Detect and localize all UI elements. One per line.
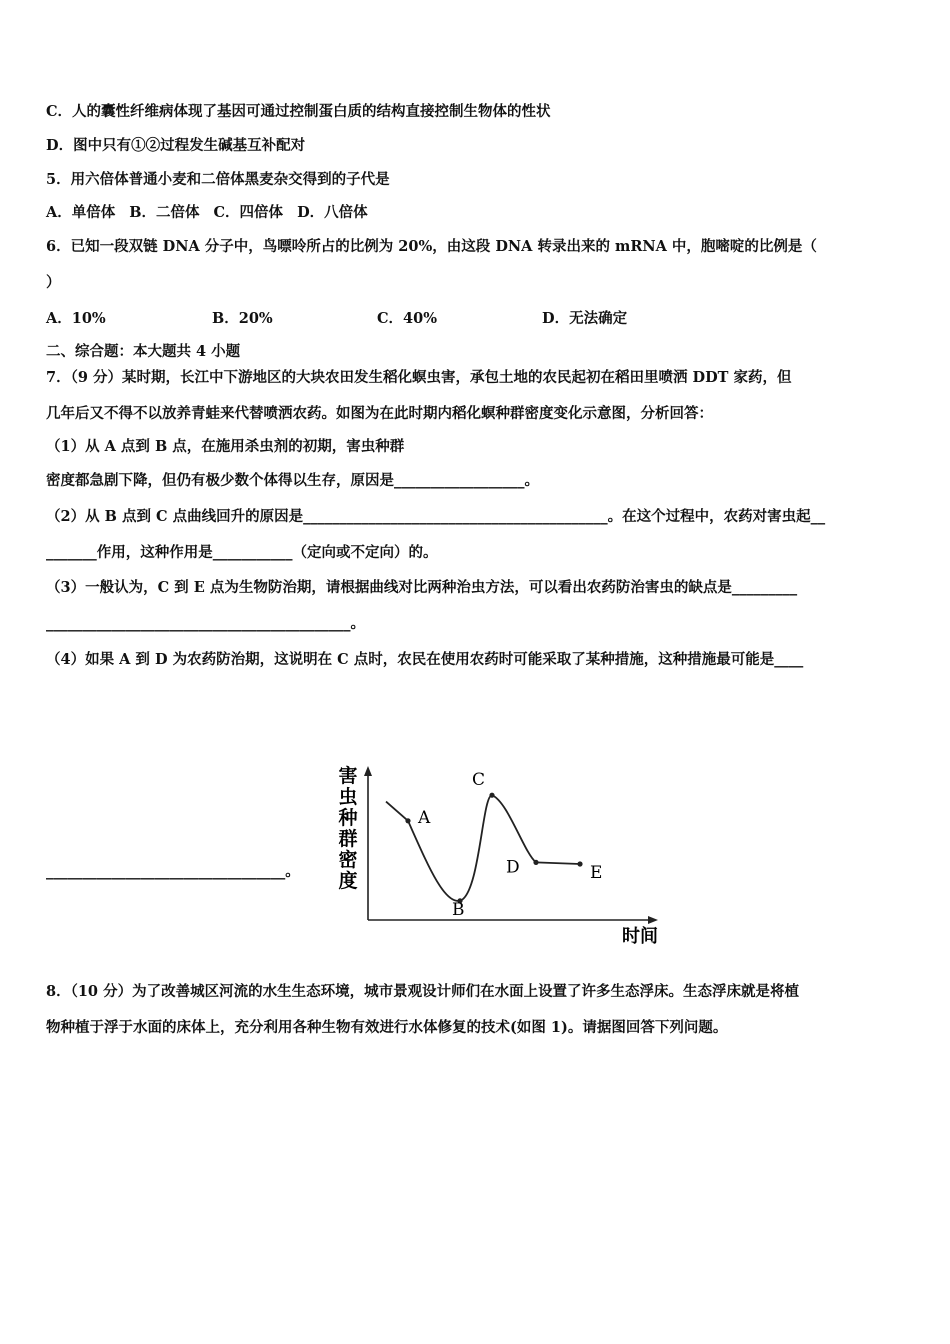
point-b-label: B [452, 899, 465, 920]
q7-part3-a: （3）一般认为，C 到 E 点为生物防治期，请根据曲线对比两种治虫方法，可以看出农药防治害虫的缺点是_________ [46, 579, 798, 596]
y-axis-arrow [364, 766, 372, 776]
point-e-marker [577, 861, 582, 866]
q7-part1-b: 密度都急剧下降，但仍有极少数个体得以生存，原因是__________________。 [46, 472, 539, 489]
q7-intro-1: 7．（9 分）某时期，长江中下游地区的大块农田发生稻化螟虫害，承包土地的农民起初在稻田里喷洒 DDT 家药，但 [46, 369, 792, 386]
q7-part4-a: （4）如果 A 到 D 为农药防治期，这说明在 C 点时，农民在使用农药时可能采取了某种措施，这种措施最可能是____ [46, 651, 804, 668]
q6-option-b: B．20% [212, 310, 273, 327]
q5-option-b: B．二倍体 [129, 204, 200, 221]
point-c-marker [489, 793, 494, 798]
q7-part3-b: __________________________________________。 [46, 615, 365, 632]
q6-option-c: C．40% [377, 310, 437, 327]
pest-density-chart [318, 762, 668, 952]
q4-option-d: D．图中只有①②过程发生碱基互补配对 [46, 137, 306, 154]
q5-option-a: A．单倍体 [46, 204, 116, 221]
q8-stem-1: 8．（10 分）为了改善城区河流的水生生态环境，城市景观设计师们在水面上设置了许多生态浮床。生态浮床就是将植 [46, 983, 800, 1000]
point-a-label: A [418, 807, 431, 828]
x-axis-arrow [648, 916, 658, 924]
point-c-label: C [472, 770, 486, 791]
section-heading: 二、综合题：本大题共 4 小题 [46, 343, 241, 360]
q6-close: ） [46, 274, 61, 291]
q4-option-c: C．人的囊性纤维病体现了基因可通过控制蛋白质的结构直接控制生物体的性状 [46, 103, 551, 120]
point-a-marker [405, 818, 410, 823]
density-curve [386, 795, 580, 901]
point-d-marker [533, 860, 538, 865]
q7-part2-b: _______作用，这种作用是___________（定向或不定向）的。 [46, 544, 438, 561]
q6-option-d: D．无法确定 [542, 310, 628, 327]
q7-intro-2: 几年后又不得不以放养青蛙来代替喷洒农药。如图为在此时期内稻化螟种群密度变化示意图，分析回答： [46, 405, 713, 422]
q6-option-a: A．10% [46, 310, 106, 327]
q5-option-c: C．四倍体 [213, 204, 284, 221]
q7-part4-b: _________________________________。 [46, 863, 300, 880]
point-d-label: D [506, 857, 520, 878]
q6-stem: 6．已知一段双链 DNA 分子中，鸟嘌呤所占的比例为 20%，由这段 DNA 转录出来的 mRNA 中，胞嘧啶的比例是（ [46, 238, 817, 255]
q8-stem-2: 物种植于浮于水面的床体上，充分利用各种生物有效进行水体修复的技术(如图 1)。请据图回答下列问题。 [46, 1019, 728, 1036]
q7-part2-a: （2）从 B 点到 C 点曲线回升的原因是__________________________________________。在这个过程中，农药对害虫起__ [46, 508, 826, 525]
q5-options [46, 203, 368, 223]
y-axis-label: 害虫种群密度 [338, 765, 358, 892]
q5-option-d: D．八倍体 [297, 204, 368, 221]
q7-part1-a: （1）从 A 点到 B 点，在施用杀虫剂的初期，害虫种群 [46, 438, 405, 455]
q5-stem: 5．用六倍体普通小麦和二倍体黑麦杂交得到的子代是 [46, 171, 390, 188]
x-axis-label: 时间 [622, 926, 658, 947]
point-e-label: E [590, 863, 603, 883]
